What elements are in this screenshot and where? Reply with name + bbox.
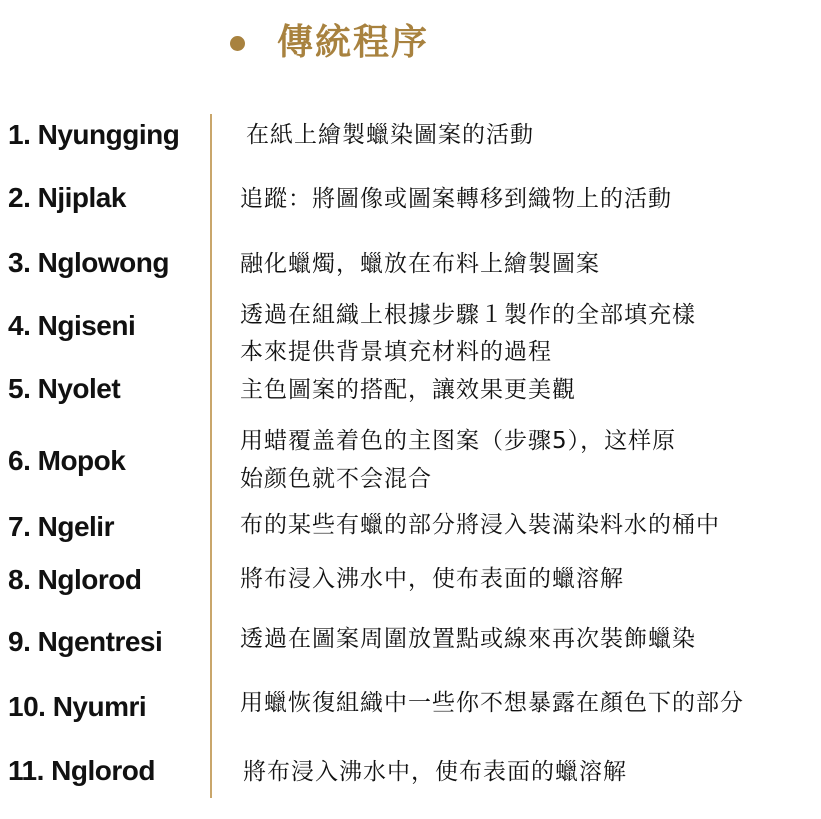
step-description-2: 追蹤：將圖像或圖案轉移到織物上的活動 [240, 186, 672, 212]
step-description-9: 透過在圖案周圍放置點或線來再次裝飾蠟染 [240, 626, 696, 652]
header [230, 18, 429, 68]
step-name-7: 7. Ngelir [8, 511, 114, 542]
step-name-1: 1. Nyungging [8, 119, 180, 150]
bullet-icon [230, 36, 245, 51]
step-name-11: 11. Nglorod [8, 755, 155, 786]
step-name-8: 8. Nglorod [8, 564, 142, 595]
step-description-4-line-2: 本來提供背景填充材料的過程 [240, 339, 552, 365]
step-name-9: 9. Ngentresi [8, 626, 163, 657]
step-description-6-line-2: 始颜色就不会混合 [240, 466, 432, 492]
step-name-6: 6. Mopok [8, 445, 126, 476]
step-description-8: 將布浸入沸水中，使布表面的蠟溶解 [240, 566, 624, 592]
step-description-4-line-1: 透過在組織上根據步驟１製作的全部填充樣 [240, 302, 696, 328]
step-description-5: 主色圖案的搭配，讓效果更美觀 [240, 377, 576, 403]
step-description-1: 在紙上繪製蠟染圖案的活動 [246, 122, 534, 148]
page-title: 傳統程序 [277, 22, 430, 63]
step-name-2: 2. Njiplak [8, 182, 126, 213]
step-name-10: 10. Nyumri [8, 691, 147, 722]
step-name-5: 5. Nyolet [8, 373, 121, 404]
column-divider [210, 114, 212, 798]
step-description-3: 融化蠟燭，蠟放在布料上繪製圖案 [240, 251, 600, 277]
step-description-7: 布的某些有蠟的部分將浸入裝滿染料水的桶中 [240, 512, 720, 538]
step-name-3: 3. Nglowong [8, 247, 169, 278]
step-description-11: 將布浸入沸水中，使布表面的蠟溶解 [243, 759, 627, 785]
step-description-10: 用蠟恢復組織中一些你不想暴露在顏色下的部分 [240, 690, 744, 716]
step-name-4: 4. Ngiseni [8, 310, 136, 341]
step-description-6-line-1: 用蜡覆盖着色的主图案（步骤5），这样原 [240, 428, 677, 454]
